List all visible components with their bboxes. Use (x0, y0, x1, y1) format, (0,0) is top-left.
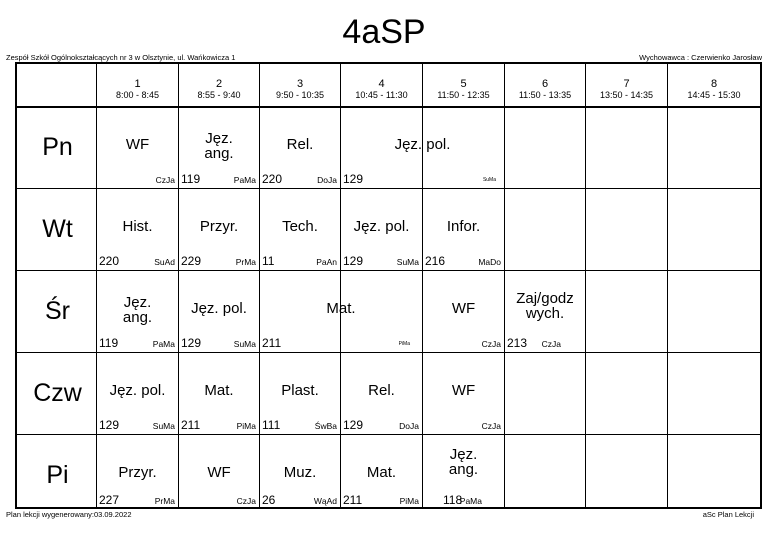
period-header-5 (423, 78, 504, 110)
app-brand: aSc Plan Lekcji (702, 510, 754, 519)
lesson-subject: Przyr. (118, 464, 157, 481)
period-header-8 (668, 78, 760, 110)
lesson-room: 119 (181, 172, 201, 186)
lesson-teacher: PaMa (459, 496, 482, 506)
lesson-teacher: CzJa (236, 496, 256, 506)
lesson-subject: Rel. (368, 382, 395, 399)
period-time: 10:45 - 11:30 (355, 90, 408, 100)
lesson-subject: Jęz. ang. (122, 294, 153, 326)
lesson-room: 211 (181, 418, 201, 432)
lesson-teacher: MaDo (478, 257, 501, 267)
lesson-cell[interactable] (423, 271, 504, 352)
lesson-room: 111 (262, 418, 281, 432)
lesson-room: 211 (262, 336, 282, 350)
lesson-teacher: CzJa (481, 339, 501, 349)
period-number: 6 (541, 78, 549, 90)
lesson-subject: Jęz. pol. (109, 382, 166, 399)
lesson-cell[interactable] (423, 189, 504, 270)
lesson-cell[interactable] (341, 189, 422, 270)
day-label-pi: Pi (46, 461, 69, 489)
lesson-room: 129 (343, 172, 364, 186)
lesson-subject: Hist. (122, 218, 153, 235)
lesson-subject: Jęz. ang. (448, 446, 479, 478)
lesson-room: 220 (262, 172, 283, 186)
period-time: 14:45 - 15:30 (687, 90, 741, 100)
period-header-6 (505, 78, 585, 110)
lesson-cell[interactable] (260, 435, 340, 509)
generated-date: Plan lekcji wygenerowany:03.09.2022 (6, 510, 132, 519)
lesson-teacher: CzJa (155, 175, 175, 185)
lesson-cell[interactable] (97, 107, 178, 188)
lesson-room: 129 (343, 254, 364, 268)
lesson-subject: Tech. (282, 218, 318, 235)
lesson-teacher: SuAd (154, 257, 175, 267)
lesson-room: 216 (425, 254, 446, 268)
lesson-room: 129 (343, 418, 364, 432)
lesson-cell[interactable] (260, 271, 422, 352)
period-time: 11:50 - 12:35 (437, 90, 490, 100)
lesson-room: 220 (99, 254, 120, 268)
lesson-teacher: SuMa (482, 177, 496, 183)
lesson-cell[interactable] (260, 107, 340, 188)
lesson-teacher: PaMa (152, 339, 175, 349)
lesson-room: 129 (181, 336, 202, 350)
lesson-subject: Jęz. pol. (353, 218, 410, 235)
lesson-teacher: SuMa (152, 421, 175, 431)
lesson-cell[interactable] (341, 107, 504, 188)
lesson-room: 119 (99, 336, 119, 350)
lesson-room: 211 (343, 493, 363, 507)
period-header-7 (586, 78, 667, 110)
lesson-teacher: SuMa (233, 339, 256, 349)
lesson-teacher: SuMa (396, 257, 419, 267)
day-label-sr: Śr (45, 297, 70, 325)
lesson-teacher: CzJa (541, 339, 561, 349)
lesson-subject: Zaj/godz wych. (516, 290, 574, 322)
lesson-teacher: PrMa (154, 496, 175, 506)
lesson-subject: Przyr. (199, 218, 239, 235)
lesson-cell[interactable] (260, 189, 340, 270)
lesson-teacher: PaMa (233, 175, 256, 185)
period-time: 8:00 - 8:45 (115, 90, 160, 100)
lesson-teacher: ŚwBa (314, 421, 337, 431)
lesson-subject: Muz. (283, 464, 317, 481)
period-number: 7 (623, 78, 630, 90)
school-name: Zespół Szkół Ogólnokształcących nr 3 w Olsztynie, ul. Wańkowicza 1 (6, 53, 236, 62)
lesson-teacher: PrMa (235, 257, 256, 267)
lesson-subject: WF (125, 136, 150, 153)
grid-line (667, 64, 668, 507)
lesson-cell[interactable] (341, 353, 422, 434)
lesson-teacher: PaAn (316, 257, 337, 267)
lesson-subject: Mat. (204, 382, 234, 399)
period-number: 2 (215, 78, 223, 90)
lesson-subject: WF (207, 464, 231, 481)
lesson-teacher: DoJa (317, 175, 337, 185)
lesson-cell[interactable] (260, 353, 340, 434)
lesson-cell[interactable] (423, 353, 504, 434)
lesson-teacher: WąAd (313, 496, 337, 506)
lesson-subject: Mat. (366, 464, 397, 481)
lesson-teacher: PiMa (398, 341, 410, 347)
lesson-cell[interactable] (97, 435, 178, 509)
period-header-2 (179, 78, 259, 110)
lesson-teacher: CzJa (481, 421, 501, 431)
period-number: 5 (460, 78, 467, 90)
lesson-subject: Infor. (446, 218, 481, 235)
period-header-3 (260, 78, 340, 110)
lesson-subject: WF (451, 300, 476, 317)
grid-line (585, 64, 586, 507)
lesson-cell[interactable] (505, 271, 585, 352)
lesson-teacher: PiMa (399, 496, 419, 506)
lesson-cell[interactable] (179, 271, 259, 352)
timetable-grid (15, 62, 762, 509)
lesson-teacher: DoJa (399, 421, 419, 431)
period-number: 8 (710, 78, 718, 90)
period-number: 1 (134, 78, 141, 90)
lesson-room: 11 (262, 254, 275, 268)
period-number: 4 (378, 78, 385, 90)
day-label-wt: Wt (42, 215, 73, 243)
day-label-czw: Czw (33, 379, 82, 407)
lesson-room: 118 (443, 493, 463, 507)
lesson-cell[interactable] (179, 353, 259, 434)
period-number: 3 (296, 78, 304, 90)
lesson-cell[interactable] (97, 271, 178, 352)
period-time: 9:50 - 10:35 (275, 90, 325, 100)
lesson-cell[interactable] (97, 353, 178, 434)
lesson-room: 229 (181, 254, 202, 268)
lesson-cell[interactable] (179, 189, 259, 270)
lesson-subject: WF (451, 382, 476, 399)
lesson-cell[interactable] (179, 107, 259, 188)
lesson-subject: Jęz. pol. (191, 300, 247, 317)
lesson-subject: Mat. (326, 300, 356, 317)
lesson-subject: Plast. (281, 382, 319, 399)
class-title: 4aSP (342, 13, 426, 51)
period-time: 8:55 - 9:40 (197, 90, 241, 100)
period-time: 13:50 - 14:35 (599, 90, 654, 100)
lesson-room: 26 (262, 493, 276, 507)
lesson-subject: Jęz. ang. (204, 130, 234, 162)
lesson-room: 129 (99, 418, 120, 432)
lesson-subject: Jęz. pol. (394, 136, 451, 153)
lesson-teacher: PiMa (236, 421, 256, 431)
day-label-pn: Pn (42, 133, 73, 161)
lesson-cell[interactable] (179, 435, 259, 509)
lesson-cell[interactable] (423, 435, 504, 509)
period-time: 11:50 - 13:35 (518, 90, 572, 100)
lesson-room: 213 (507, 336, 528, 350)
lesson-cell[interactable] (97, 189, 178, 270)
lesson-subject: Rel. (286, 136, 314, 153)
period-header-1 (97, 78, 178, 110)
class-teacher: Wychowawca : Czerwienko Jarosław (639, 53, 762, 62)
lesson-cell[interactable] (341, 435, 422, 509)
lesson-room: 227 (99, 493, 120, 507)
period-header-4 (341, 78, 422, 110)
